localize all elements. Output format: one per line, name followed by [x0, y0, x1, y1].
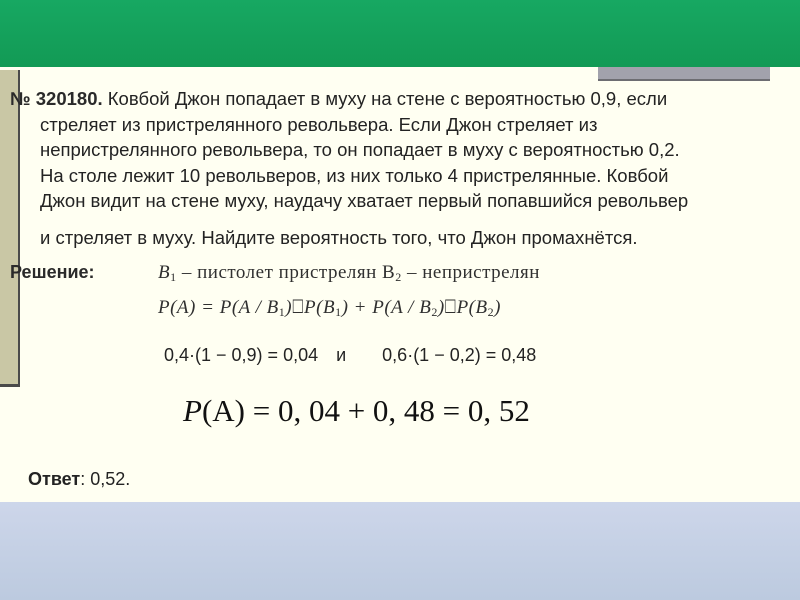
calc-miss-pistol2: 0,6·(1 − 0,2) = 0,48 — [382, 345, 537, 365]
bottom-band — [0, 502, 800, 600]
formula-token: ) — [494, 297, 501, 318]
event-b1: B — [158, 262, 171, 283]
top-right-decor-edge — [598, 79, 770, 81]
left-decor-bar-end — [0, 384, 20, 387]
formula-token: 2 — [487, 305, 495, 319]
formula-token: (B — [316, 297, 336, 318]
event-b2-text: – непристрелян — [401, 262, 540, 283]
formula-token: P — [456, 297, 469, 318]
problem-line: На столе лежит 10 револьверов, из них только 4 пристрелянные. Ковбой — [40, 164, 669, 186]
calc-miss-pistol1: 0,4·(1 − 0,9) = 0,04 — [164, 345, 319, 365]
problem-text: Ковбой Джон попадает в муху на стене с вероятностью 0,9, если — [107, 88, 668, 109]
missing-glyph-box: ⎕ — [292, 297, 305, 318]
formula-token: ) — [437, 297, 445, 318]
event-b2: B — [382, 262, 396, 283]
problem-line — [10, 86, 790, 112]
problem-statement — [10, 86, 790, 250]
solution-label: Решение: — [10, 262, 95, 282]
formula-token: P — [304, 297, 317, 318]
formula-token: 1 — [278, 305, 286, 319]
problem-line: Джон видит на стене муху, наудачу хватает первый попавшийся револьвер — [40, 190, 689, 211]
answer-label: Ответ — [28, 469, 81, 489]
result-formula — [183, 393, 530, 429]
answer-value: : 0,52. — [80, 469, 131, 489]
answer — [28, 469, 130, 490]
formula-token: ) — [285, 297, 293, 318]
event-definition — [158, 262, 540, 285]
formula-token: (A) = — [170, 297, 220, 318]
calculation-line — [164, 345, 536, 366]
formula-token: (A / B — [231, 297, 279, 318]
top-right-decor-bar — [598, 67, 770, 79]
header-band — [0, 0, 800, 67]
formula-token: P — [158, 297, 171, 318]
result-p: P — [183, 393, 202, 428]
problem-number: № 320180. — [10, 88, 103, 109]
formula-token: P — [219, 297, 232, 318]
problem-line: и стреляет в муху. Найдите вероятность того, что Джон промахнётся. — [40, 226, 638, 248]
formula-token: ) + — [341, 297, 373, 318]
formula-token: P — [372, 297, 385, 318]
event-b2-sub: 2 — [395, 270, 402, 284]
calc-and: и — [336, 345, 347, 365]
missing-glyph-box: ⎕ — [444, 297, 457, 318]
result-expression: (A) = 0, 04 + 0, 48 = 0, 52 — [201, 393, 530, 428]
total-probability-formula — [158, 297, 501, 320]
problem-line: непристрелянного револьвера, то он попадает в муху с вероятностью 0,2. — [40, 139, 680, 160]
formula-token: 2 — [431, 305, 438, 319]
formula-token: 1 — [335, 305, 342, 319]
problem-line: стреляет из пристрелянного револьвера. Если Джон стреляет из — [40, 113, 598, 135]
event-b1-text: – пистолет пристрелян — [176, 262, 383, 283]
event-b1-sub: 1 — [170, 270, 177, 284]
formula-token: (A / B — [384, 297, 432, 318]
formula-token: (B — [468, 297, 488, 318]
